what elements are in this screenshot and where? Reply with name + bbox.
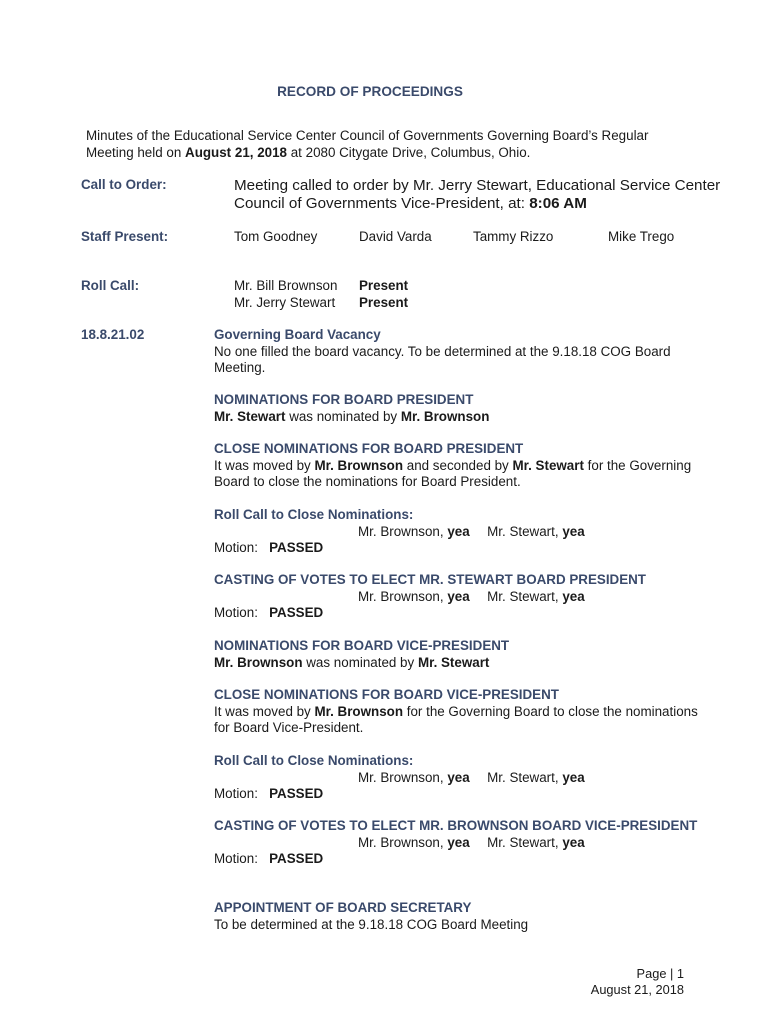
board-vacancy-section: [214, 327, 734, 377]
motion-label: Motion:: [214, 605, 258, 620]
cast-brownson-motion: [214, 851, 734, 868]
page-footer: [591, 966, 684, 998]
motion-label: Motion:: [214, 786, 258, 801]
roll-close-president-motion: [214, 540, 734, 557]
vote-2-name: Mr. Stewart,: [487, 769, 559, 785]
vote-2-value: yea: [562, 523, 585, 539]
nominations-president-section: [214, 392, 734, 425]
roll-close-vp-motion: [214, 786, 734, 803]
vote-1-name: Mr. Brownson,: [358, 834, 444, 850]
staff-name-2: David Varda: [359, 229, 432, 244]
close-nominations-president-section: [214, 441, 734, 491]
close-nominations-vp-heading: CLOSE NOMINATIONS FOR BOARD VICE-PRESIDENT: [214, 687, 559, 702]
roll-call-status-2: Present: [359, 295, 409, 310]
intro-line-2: [86, 145, 530, 160]
cast-stewart-heading: CASTING OF VOTES TO ELECT MR. STEWART BOARD PRESIDENT: [214, 572, 646, 587]
vote-2-name: Mr. Stewart,: [487, 834, 559, 850]
staff-name-1: Tom Goodney: [234, 229, 318, 244]
nominations-vp-section: [214, 638, 734, 671]
vote-1-value: yea: [447, 523, 470, 539]
meeting-date: August 21, 2018: [185, 145, 287, 160]
secretary-section: [214, 900, 734, 933]
cast-stewart-votes: [214, 589, 734, 606]
nominations-vp-text: [214, 655, 734, 672]
close-nominations-vp-text-2: for Board Vice-President.: [214, 720, 364, 735]
vote-1-name: Mr. Brownson,: [358, 769, 444, 785]
staff-name-4: Mike Trego: [608, 229, 675, 244]
intro-prefix: Meeting held on: [86, 145, 182, 160]
item-number: 18.8.21.02: [81, 327, 145, 342]
call-to-order-label: Call to Order:: [81, 177, 167, 192]
roll-call-member-1: Mr. Bill Brownson: [234, 278, 338, 293]
nominations-president-heading: NOMINATIONS FOR BOARD PRESIDENT: [214, 392, 474, 407]
vote-2-name: Mr. Stewart,: [487, 588, 559, 604]
vote-1-name: Mr. Brownson,: [358, 588, 444, 604]
motion-label: Motion:: [214, 851, 258, 866]
for-governing-text: for the Governing: [587, 457, 692, 473]
roll-call-label: Roll Call:: [81, 278, 140, 293]
roll-close-vp-votes: [214, 770, 734, 787]
board-vacancy-heading: Governing Board Vacancy: [214, 327, 381, 342]
secretary-heading: APPOINTMENT OF BOARD SECRETARY: [214, 900, 472, 915]
moved-by-text: It was moved by: [214, 703, 311, 719]
intro-suffix: at 2080 Citygate Drive, Columbus, Ohio.: [290, 145, 531, 160]
cast-brownson-votes: [214, 835, 734, 852]
nominator-name: Mr. Brownson: [400, 408, 490, 424]
board-vacancy-text-1: No one filled the board vacancy. To be determined at the 9.18.18 COG Board: [214, 343, 671, 359]
roll-close-president-heading: Roll Call to Close Nominations:: [214, 507, 414, 522]
cast-stewart-motion: [214, 605, 734, 622]
document-title: RECORD OF PROCEEDINGS: [277, 84, 463, 99]
mover-name: Mr. Brownson: [314, 703, 404, 719]
close-nominations-president-text-2: Board to close the nominations for Board President.: [214, 474, 521, 489]
cast-brownson-section: [214, 818, 734, 868]
moved-by-text: It was moved by: [214, 457, 311, 473]
nominations-vp-heading: NOMINATIONS FOR BOARD VICE-PRESIDENT: [214, 638, 510, 653]
roll-call-member-2: Mr. Jerry Stewart: [234, 295, 336, 310]
page-number: Page | 1: [636, 966, 684, 981]
close-nominations-president-heading: CLOSE NOMINATIONS FOR BOARD PRESIDENT: [214, 441, 524, 456]
motion-result: PASSED: [269, 851, 324, 866]
motion-label: Motion:: [214, 540, 258, 555]
nominations-president-text: [214, 409, 734, 426]
vote-1-value: yea: [447, 834, 470, 850]
for-governing-text: for the Governing Board to close the nominations: [406, 703, 698, 719]
roll-close-vp-section: [214, 753, 734, 803]
board-vacancy-text-2: Meeting.: [214, 360, 266, 375]
roll-call-status-1: Present: [359, 278, 409, 293]
intro-line-1: Minutes of the Educational Service Center Council of Governments Governing Board’s Regular: [86, 128, 649, 143]
seconded-by-text: and seconded by: [406, 457, 509, 473]
staff-present-label: Staff Present:: [81, 229, 169, 244]
seconder-name: Mr. Stewart: [512, 457, 584, 473]
cast-stewart-section: [214, 572, 734, 622]
nominator-name: Mr. Stewart: [417, 654, 490, 670]
roll-close-president-votes: [214, 524, 734, 541]
motion-result: PASSED: [269, 605, 324, 620]
close-nominations-vp-section: [214, 687, 734, 737]
nominee-name: Mr. Stewart: [214, 408, 286, 424]
cast-brownson-heading: CASTING OF VOTES TO ELECT MR. BROWNSON BOARD VICE-PRESIDENT: [214, 818, 698, 833]
nominated-by-text: was nominated by: [306, 654, 415, 670]
secretary-text: To be determined at the 9.18.18 COG Board Meeting: [214, 916, 529, 932]
call-to-order-line-1: Meeting called to order by Mr. Jerry Stewart, Educational Service Center: [234, 177, 721, 194]
roll-close-president-section: [214, 507, 734, 557]
roll-close-vp-heading: Roll Call to Close Nominations:: [214, 753, 414, 768]
staff-name-3: Tammy Rizzo: [473, 229, 554, 244]
vote-1-value: yea: [447, 769, 470, 785]
footer-date: August 21, 2018: [590, 982, 684, 997]
mover-name: Mr. Brownson: [314, 457, 404, 473]
nominated-by-text: was nominated by: [289, 408, 398, 424]
vote-1-name: Mr. Brownson,: [358, 523, 444, 539]
vote-2-value: yea: [562, 588, 585, 604]
vote-2-value: yea: [562, 769, 585, 785]
close-nominations-president-text-1: [214, 458, 734, 475]
call-to-order-text: Council of Governments Vice-President, at:: [234, 195, 525, 212]
call-to-order-time: 8:06 AM: [529, 195, 587, 212]
vote-2-name: Mr. Stewart,: [487, 523, 559, 539]
close-nominations-vp-text-1: [214, 704, 734, 721]
motion-result: PASSED: [269, 786, 324, 801]
vote-2-value: yea: [562, 834, 585, 850]
motion-result: PASSED: [269, 540, 324, 555]
nominee-name: Mr. Brownson: [214, 654, 303, 670]
vote-1-value: yea: [447, 588, 470, 604]
call-to-order-line-2: [234, 195, 587, 212]
